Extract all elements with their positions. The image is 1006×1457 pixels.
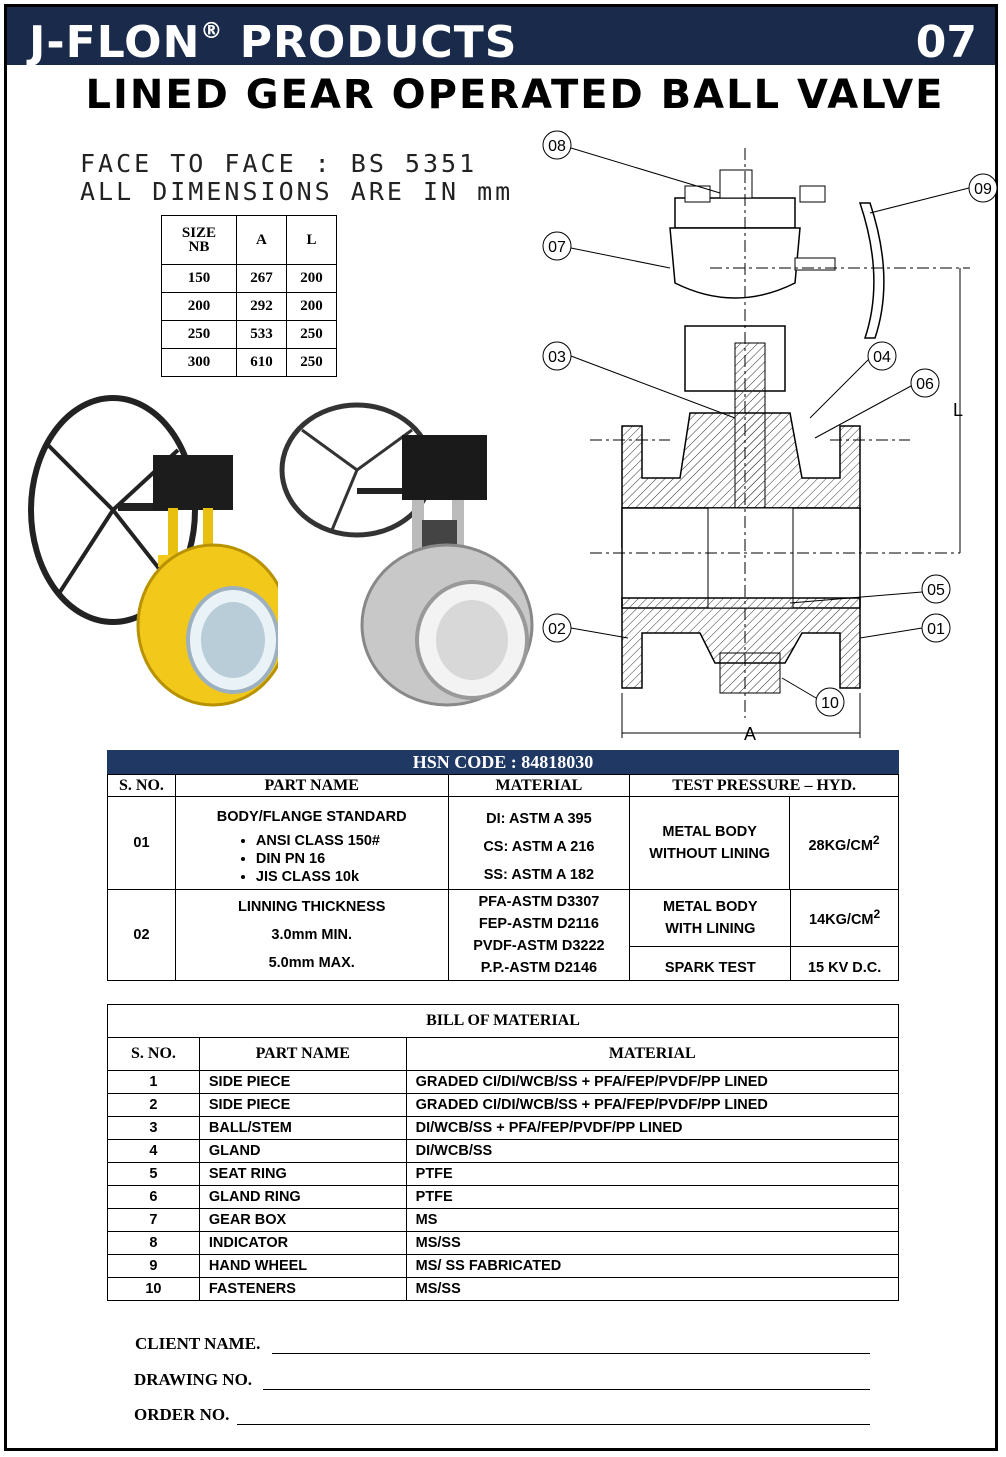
standard-item: • ANSI CLASS 150# xyxy=(256,833,448,849)
order-no-line xyxy=(237,1424,870,1425)
drawing-no-label: DRAWING NO. xyxy=(134,1370,253,1389)
dim-cell: 250 xyxy=(286,321,336,349)
client-name-label: CLIENT NAME. xyxy=(135,1334,261,1353)
l-header: L xyxy=(286,216,336,265)
dim-l-label: L xyxy=(953,400,964,420)
callout-03: 03 xyxy=(548,349,566,366)
test-value: $28KG/CM^2$ xyxy=(790,797,899,890)
test-label: SPARK TEST xyxy=(630,946,791,980)
bom-material-header: MATERIAL xyxy=(406,1038,898,1071)
bom-sno-header: S. NO. xyxy=(108,1038,200,1071)
dim-cell: 533 xyxy=(236,321,286,349)
hsn-code: HSN CODE : 84818030 xyxy=(107,750,899,774)
spec-part-header: PART NAME xyxy=(175,775,448,797)
dimension-table xyxy=(161,215,337,377)
spec-test-header: TEST PRESSURE – HYD. xyxy=(630,775,899,797)
size-nb-header: SIZE NB xyxy=(162,216,237,265)
spec-row1-sno: 01 xyxy=(108,797,176,890)
bom-title: BILL OF MATERIAL xyxy=(108,1005,899,1038)
callout-06: 06 xyxy=(916,376,934,393)
standard-note: FACE TO FACE : BS 5351 xyxy=(80,149,478,178)
bom-table xyxy=(107,1004,899,1301)
test-subtable-cell xyxy=(630,890,899,981)
spec-sno-header: S. NO. xyxy=(108,775,176,797)
bom-row: 2 SIDE PIECE GRADED CI/DI/WCB/SS + PFA/FEP/PVDF/PP LINED xyxy=(108,1094,899,1117)
test-label: METAL BODY WITH LINING xyxy=(630,890,791,946)
dim-cell: 292 xyxy=(236,293,286,321)
callout-08: 08 xyxy=(548,138,566,155)
callout-02: 02 xyxy=(548,621,566,638)
spec-row1-part: BODY/FLANGE STANDARD • ANSI CLASS 150# • DIN PN 16 • JIS CLASS 10k xyxy=(175,797,448,890)
client-name-line xyxy=(272,1353,870,1354)
a-header: A xyxy=(236,216,286,265)
brand-title: J-FLON® PRODUCTS xyxy=(29,17,518,68)
bom-row: 10 FASTENERS MS/SS xyxy=(108,1278,899,1301)
bom-row: 3 BALL/STEM DI/WCB/SS + PFA/FEP/PVDF/PP LINED xyxy=(108,1117,899,1140)
dim-cell: 200 xyxy=(162,293,237,321)
spec-row2-part: LINNING THICKNESS 3.0mm MIN. 5.0mm MAX. xyxy=(175,890,448,981)
callout-10: 10 xyxy=(821,695,839,712)
standard-item: • DIN PN 16 xyxy=(256,851,448,867)
dim-cell: 250 xyxy=(162,321,237,349)
dim-cell: 300 xyxy=(162,349,237,377)
spec-row2-materials: PFA-ASTM D3307 FEP-ASTM D2116 PVDF-ASTM D3222 P.P.-ASTM D2146 xyxy=(448,890,630,981)
test-value: 15 KV D.C. xyxy=(807,960,882,976)
dim-cell: 150 xyxy=(162,265,237,293)
dim-cell: 200 xyxy=(286,265,336,293)
spec-row2-sno: 02 xyxy=(108,890,176,981)
callout-04: 04 xyxy=(873,349,891,366)
yellow-valve-photo xyxy=(18,395,278,715)
standard-item: • JIS CLASS 10k xyxy=(256,869,448,885)
page-number: 07 xyxy=(915,17,977,68)
silver-valve-photo xyxy=(272,400,542,710)
bom-row: 8 INDICATOR MS/SS xyxy=(108,1232,899,1255)
bom-row: 6 GLAND RING PTFE xyxy=(108,1186,899,1209)
header-bar xyxy=(7,7,995,68)
callout-07: 07 xyxy=(548,239,566,256)
test-label: METAL BODY WITHOUT LINING xyxy=(630,797,790,890)
bom-row: 4 GLAND DI/WCB/SS xyxy=(108,1140,899,1163)
dim-cell: 250 xyxy=(286,349,336,377)
drawing-no-line xyxy=(263,1389,870,1390)
callout-09: 09 xyxy=(974,181,992,198)
spec-material-header: MATERIAL xyxy=(448,775,630,797)
spec-row1-materials: DI: ASTM A 395 CS: ASTM A 216 SS: ASTM A 182 xyxy=(448,797,630,890)
dim-a-label: A xyxy=(744,724,757,744)
callout-01: 01 xyxy=(927,621,945,638)
bom-row: 1 SIDE PIECE GRADED CI/DI/WCB/SS + PFA/FEP/PVDF/PP LINED xyxy=(108,1071,899,1094)
dim-cell: 200 xyxy=(286,293,336,321)
order-no-label: ORDER NO. xyxy=(134,1405,230,1424)
bom-part-header: PART NAME xyxy=(199,1038,406,1071)
bom-row: 5 SEAT RING PTFE xyxy=(108,1163,899,1186)
page-title: LINED GEAR OPERATED BALL VALVE xyxy=(85,72,945,118)
sectional-drawing xyxy=(540,128,1000,746)
callout-05: 05 xyxy=(927,582,945,599)
bom-row: 9 HAND WHEEL MS/ SS FABRICATED xyxy=(108,1255,899,1278)
units-note: ALL DIMENSIONS ARE IN mm xyxy=(80,177,514,206)
spec-table xyxy=(107,774,899,981)
dim-cell: 267 xyxy=(236,265,286,293)
test-value: $14KG/CM^2$ xyxy=(791,890,898,946)
bom-row: 7 GEAR BOX MS xyxy=(108,1209,899,1232)
dim-cell: 610 xyxy=(236,349,286,377)
